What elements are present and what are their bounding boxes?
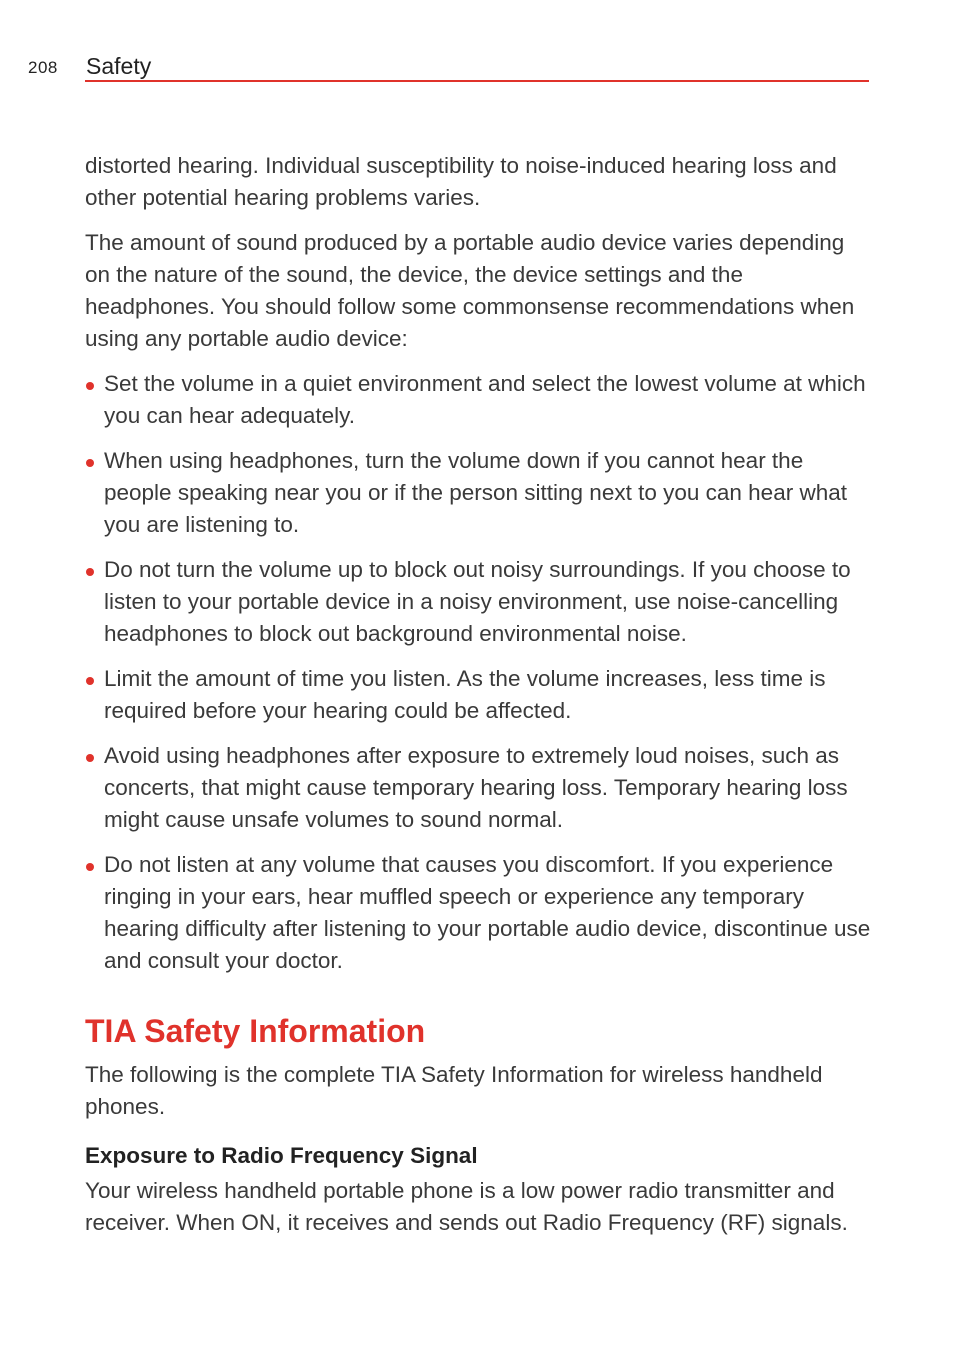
list-item [85, 663, 875, 727]
list-item [85, 740, 875, 836]
subsection-title: Exposure to Radio Frequency Signal [85, 1143, 478, 1168]
bullet-icon [86, 459, 94, 467]
section-intro: The following is the complete TIA Safety Information for wireless handheld phones. [85, 1062, 823, 1119]
list-item [85, 849, 875, 977]
bullet-icon [86, 568, 94, 576]
intro-paragraph: The amount of sound produced by a portable audio device varies depending on the nature of the sound, the device, the device settings and the headphones. You should follow some commonsense recommendations when using any portable audio device: [85, 230, 855, 351]
section-name: Safety [86, 53, 152, 79]
bullet-icon [86, 677, 94, 685]
section-title: TIA Safety Information [85, 1013, 426, 1049]
list-item-text: Do not turn the volume up to block out noisy surroundings. If you choose to listen to your portable device in a noisy environment, use noise-cancelling headphones to block out background environmental noise. [104, 557, 851, 646]
list-item [85, 554, 875, 650]
intro-paragraph: distorted hearing. Individual susceptibility to noise-induced hearing loss and other potential hearing problems varies. [85, 153, 837, 210]
bullet-icon [86, 754, 94, 762]
recommendations-list [85, 368, 875, 977]
list-item-text: Do not listen at any volume that causes you discomfort. If you experience ringing in your ears, hear muffled speech or experience any temporary hearing difficulty after listening to your portable audio device, discontinue use and consult your doctor. [104, 852, 871, 973]
bullet-icon [86, 863, 94, 871]
bullet-icon [86, 382, 94, 390]
page-header [0, 0, 954, 90]
list-item [85, 368, 875, 432]
list-item-text: Limit the amount of time you listen. As the volume increases, less time is required before your hearing could be affected. [104, 666, 826, 723]
subsection-text: Your wireless handheld portable phone is a low power radio transmitter and receiver. When ON, it receives and sends out Radio Frequency (RF) signals. [85, 1178, 848, 1235]
page-content [85, 150, 875, 1252]
list-item-text: When using headphones, turn the volume down if you cannot hear the people speaking near you or if the person sitting next to you can hear what you are listening to. [104, 448, 847, 537]
page-number: 208 [28, 58, 58, 77]
list-item-text: Set the volume in a quiet environment and select the lowest volume at which you can hear adequately. [104, 371, 866, 428]
list-item [85, 445, 875, 541]
list-item-text: Avoid using headphones after exposure to extremely loud noises, such as concerts, that might cause temporary hearing loss. Temporary hearing loss might cause unsafe volumes to sound normal. [104, 743, 848, 832]
header-divider [85, 80, 869, 82]
